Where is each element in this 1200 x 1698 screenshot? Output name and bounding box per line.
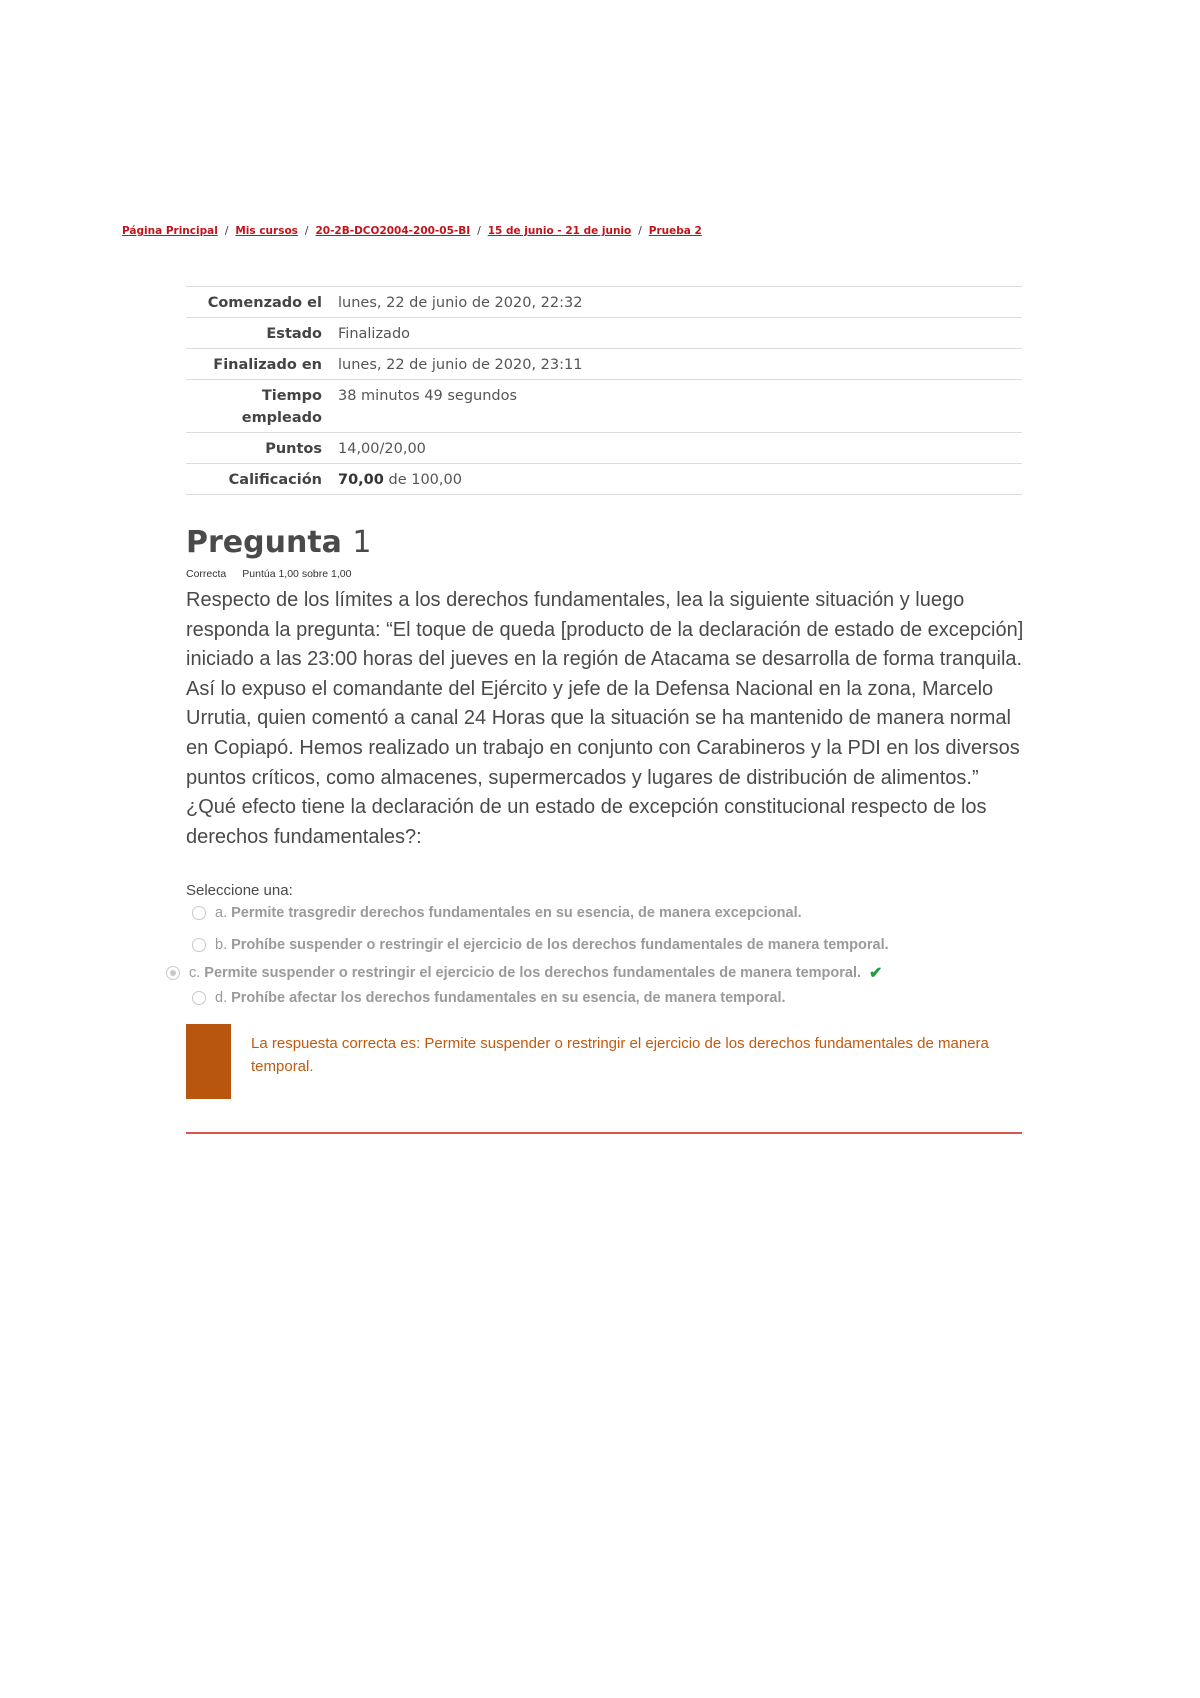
question-divider <box>186 1132 1022 1134</box>
breadcrumb-link-my-courses[interactable]: Mis cursos <box>235 225 298 237</box>
correct-answer-feedback: La respuesta correcta es: Permite suspender o restringir el ejercicio de los derechos fundamentales de manera temporal. <box>251 1035 989 1075</box>
summary-value: lunes, 22 de junio de 2020, 22:32 <box>338 295 583 311</box>
summary-label: Finalizado en <box>213 357 322 373</box>
question-info <box>186 568 351 580</box>
answer-option-c[interactable] <box>166 963 882 983</box>
breadcrumb-separator: / <box>304 225 309 237</box>
option-letter: c. <box>189 965 201 981</box>
answer-option-d[interactable] <box>192 990 786 1006</box>
question-number: 1 <box>352 525 372 560</box>
summary-row-state <box>186 318 1022 349</box>
breadcrumb-separator: / <box>638 225 642 237</box>
summary-label: Comenzado el <box>207 295 322 311</box>
summary-label: Calificación <box>228 472 322 488</box>
radio-button[interactable] <box>192 938 206 952</box>
check-icon: ✔ <box>869 965 883 982</box>
summary-label: Estado <box>266 326 322 342</box>
answer-option-a[interactable] <box>192 905 802 921</box>
breadcrumb <box>122 225 702 237</box>
answer-option-b[interactable] <box>192 937 889 953</box>
breadcrumb-link-course[interactable]: 20-2B-DCO2004-200-05-BI <box>315 225 471 237</box>
summary-row-finished <box>186 349 1022 380</box>
option-letter: b. <box>215 937 228 953</box>
attempt-summary-table <box>186 286 1022 495</box>
question-title-label: Pregunta <box>186 525 342 560</box>
radio-button[interactable] <box>192 991 206 1005</box>
summary-value: 14,00/20,00 <box>338 441 426 457</box>
question-text: Respecto de los límites a los derechos fundamentales, lea la siguiente situación y luego responda la pregunta: “El toque de queda [producto de la declaración de estado de excepción] iniciado a las 23:00 horas del jueves en la región de Atacama se desarrolla de forma tranquila. Así lo expuso el comandante del Ejército y jefe de la Defensa Nacional en la zona, Marcelo Urrutia, quien comentó a canal 24 Horas que la situación se ha mantenido de manera normal en Copiapó. Hemos realizado un trabajo en conjunto con Carabineros y la PDI en los diversos puntos críticos, como almacenes, supermercados y lugares de distribución de alimentos.” ¿Qué efecto tiene la declaración de un estado de excepción constitucional respecto de los derechos fundamentales?: <box>186 589 1024 848</box>
summary-value: lunes, 22 de junio de 2020, 23:11 <box>338 357 583 373</box>
radio-button-selected[interactable] <box>166 966 180 980</box>
summary-row-started <box>186 287 1022 318</box>
grade-max: de 100,00 <box>383 472 462 488</box>
summary-row-time-taken <box>186 380 1022 433</box>
option-letter: a. <box>215 905 228 921</box>
question-points: Puntúa 1,00 sobre 1,00 <box>242 568 352 580</box>
summary-label: Tiempo empleado <box>241 388 322 426</box>
summary-label: Puntos <box>265 441 322 457</box>
grade-value: 70,00 <box>338 472 384 488</box>
breadcrumb-link-week[interactable]: 15 de junio - 21 de junio <box>487 225 632 237</box>
breadcrumb-separator: / <box>477 225 481 237</box>
summary-row-grade <box>186 464 1022 495</box>
question-title <box>186 525 371 560</box>
feedback-accent-bar <box>186 1024 231 1099</box>
radio-button[interactable] <box>192 906 206 920</box>
option-text: Permite trasgredir derechos fundamentales en su esencia, de manera excepcional. <box>231 905 802 921</box>
question-status: Correcta <box>186 568 227 580</box>
option-letter: d. <box>215 990 228 1006</box>
breadcrumb-link-home[interactable]: Página Principal <box>122 225 218 237</box>
option-text: Prohíbe afectar los derechos fundamentales en su esencia, de manera temporal. <box>231 990 786 1006</box>
summary-value: Finalizado <box>338 326 411 342</box>
summary-value: 38 minutos 49 segundos <box>338 388 518 404</box>
option-text: Permite suspender o restringir el ejercicio de los derechos fundamentales de manera temporal. <box>204 965 862 981</box>
answer-prompt: Seleccione una: <box>186 882 293 899</box>
summary-value <box>336 464 1022 495</box>
breadcrumb-separator: / <box>224 225 229 237</box>
breadcrumb-link-quiz[interactable]: Prueba 2 <box>648 225 702 237</box>
option-text: Prohíbe suspender o restringir el ejercicio de los derechos fundamentales de manera temporal. <box>231 937 889 953</box>
summary-row-points <box>186 433 1022 464</box>
